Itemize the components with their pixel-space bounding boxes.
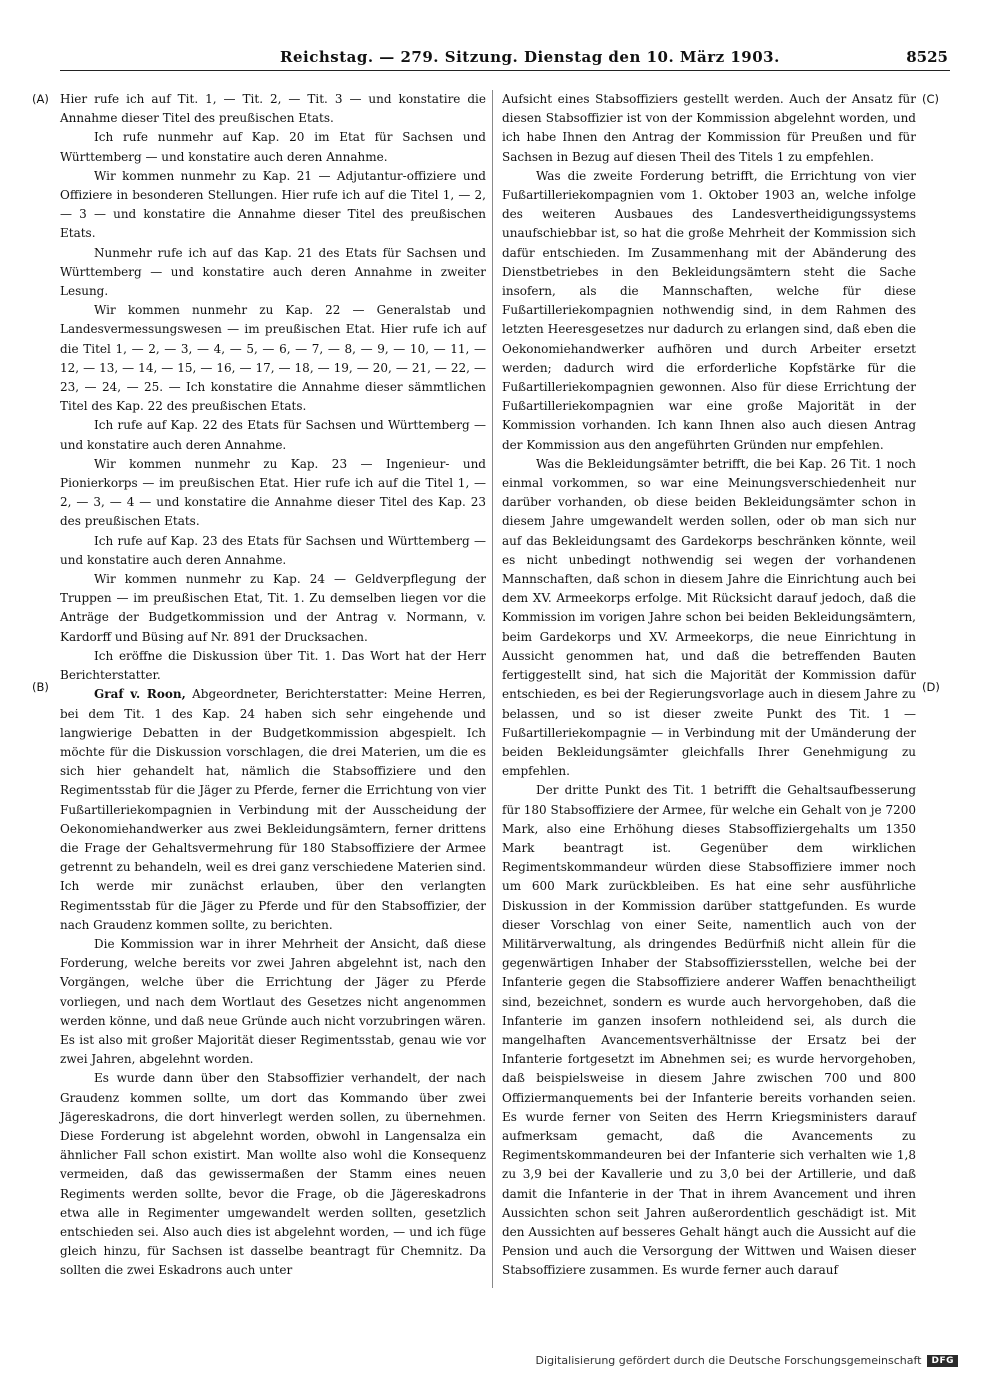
paragraph: Der dritte Punkt des Tit. 1 betrifft die Gehaltsaufbesserung für 180 Stabsoffiziere der Armee, für welche ein Gehalt von je 7200 Mark, also eine Erhöhung dieses Stabsoffiziergehalts um 1350 Mark beantragt ist. Gegenüber dem wirklichen Regimentskommandeur würden diese Stabsoffiziere immer noch um 600 Mark zurückbleiben. Es hat eine sehr ausführliche Diskussion in der Kommission darüber stattgefunden. Es wurde dieser Vorschlag von einer Seite, namentlich auch von der Militärverwaltung, als dringendes Bedürfniß nicht allein für die gegenwärtigen Inhaber der Stabsoffiziersstellen, welche bei der Infanterie gegen die Stabsoffiziere anderer Waffen benachtheiligt sind, bezeichnet, sondern es wurde auch hervorgehoben, daß die Infanterie im ganzen insofern nothleidend sei, als durch die mangelhaften Avancementsverhältnisse der Ersatz bei der Infanterie fortgesetzt im Abnehmen sei; es wurde hervorgehoben, daß beispielsweise in diesem Jahre zwischen 700 und 800 Offiziermanquements bei der Infanterie bereits vorhanden seien. Es wurde ferner von Seiten des Herrn Kriegsministers darauf aufmerksam gemacht, daß die Avancements zu Regimentskommandeuren bei der Infanterie sich verhalten wie 1,8 zu 3,9 bei der Kavallerie und zu 3,0 bei der Artillerie, und daß damit die Infanterie in der That in ihrem Avancement und ihren Aussichten schon seit Jahren außerordentlich geschädigt ist. Mit den Aussichten auf besseres Gehalt hängt auch die Aussicht auf die Pension und auch die Versorgung der Wittwen und Waisen dieser Stabsoffiziere zusammen. Es wurde ferner auch darauf [502,783,916,1278]
paragraph: Wir kommen nunmehr zu Kap. 22 — Generalstab und Landesvermessungswesen — im preußischen Etat. Hier rufe ich auf die Titel 1, — 2, — 3, — 4, — 5, — 6, — 7, — 8, — 9, — 10, — 11, — 12, — 13, — 14, — 15, — 16, — 17, — 18, — 19, — 20, — 21, — 22, — 23, — 24, — 25. — Ich konstatire die Annahme dieser sämmtlichen Titel des Kap. 22 des preußischen Etats. [60,303,486,414]
page-number: 8525 [906,48,948,66]
page-header [60,44,948,68]
paragraph: Die Kommission war in ihrer Mehrheit der Ansicht, daß diese Forderung, welche bereits vor zwei Jahren abgelehnt ist, nach den Vorgängen, welche über die Errichtung der Jäger zu Pferde vorliegen, und nach dem Wortlaut des Gesetzes nicht angenommen werden könne, und daß neue Gründe auch nicht vorzubringen wären. Es ist also mit großer Majorität dieser Regimentsstab, genau wie vor zwei Jahren, abgelehnt worden. [60,936,486,1067]
header-rule [60,70,950,71]
paragraph: Ich eröffne die Diskussion über Tit. 1. Das Wort hat der Herr Berichterstatter. [60,648,486,683]
paragraph: Wir kommen nunmehr zu Kap. 23 — Ingenieur- und Pionierkorps — im preußischen Etat. Hier rufe ich auf die Titel 1, — 2, — 3, — 4 — und konstatire die Annahme dieser Titel des Kap. 23 des preußischen Etats. [60,456,486,529]
column-divider [492,90,493,1288]
margin-marker-c: (C) [922,92,940,106]
paragraph: Ich rufe auf Kap. 22 des Etats für Sachsen und Württemberg — und konstatire auch deren Annahme. [60,418,486,452]
paragraph: Hier rufe ich auf Tit. 1, — Tit. 2, — Tit. 3 — und konstatire die Annahme dieser Titel des preußischen Etats. [60,92,486,126]
speaker-name: Graf v. Roon, [94,687,186,702]
margin-marker-b: (B) [32,680,49,694]
paragraph: Nunmehr rufe ich auf das Kap. 21 des Etats für Sachsen und Württemberg — und konstatire auch deren Annahme in zweiter Lesung. [60,245,486,299]
dfg-logo: DFG [927,1355,958,1367]
paragraph: Wir kommen nunmehr zu Kap. 21 — Adjutantur-offiziere und Offiziere in besonderen Stellungen. Hier rufe ich auf die Titel 1, — 2, — 3 — und konstatire die Annahme dieser Titel des preußischen Etats. [60,168,486,241]
paragraph: Aufsicht eines Stabsoffiziers gestellt werden. Auch der Ansatz für diesen Stabsoffizier ist von der Kommission abgelehnt worden, und ich habe Ihnen den Antrag der Kommission für Preußen und für Sachsen in Bezug auf diesen Theil des Titels 1 zu empfehlen. [502,92,916,164]
paragraph: Wir kommen nunmehr zu Kap. 24 — Geldverpflegung der Truppen — im preußischen Etat, Tit. 1. Zu demselben liegen vor die Anträge der Budgetkommission und der Antrag v. Normann, v. Kardorff und Büsing auf Nr. 891 der Drucksachen. [60,572,486,644]
page-title: Reichstag. — 279. Sitzung. Dienstag den 10. März 1903. [280,48,780,66]
footer-text: Digitalisierung gefördert durch die Deutsche Forschungsgemeinschaft [535,1354,922,1367]
paragraph: Was die Bekleidungsämter betrifft, die bei Kap. 26 Tit. 1 noch einmal vorkommen, so war eine Meinungsverschiedenheit nur darüber vorhanden, ob diese beiden Bekleidungsämter schon in diesem Jahre umgewandelt werden sollen, oder ob man sich nur auf das Bekleidungsamt des Gardekorps beschränken könnte, weil es nicht unbedingt nothwendig sei wegen der vorhandenen Mannschaften, daß schon in diesem Jahre die Einrichtung auch bei dem XV. Armeekorps erfolge. Mit Rücksicht darauf jedoch, daß die Kommission im vorigen Jahre schon bei beiden Bekleidungsämtern, beim Gardekorps und XV. Armeekorps, die neue Einrichtung in Aussicht genommen hat, und daß die betreffenden Bauten fertiggestellt sind, hat sich die Majorität der Kommission dafür entschieden, es bei der Regierungsvorlage auch in diesem Jahre zu belassen, und so ist dieser zweite Punkt des Tit. 1 — Fußartilleriekompagnie — in Verbindung mit der Umänderung der beiden Bekleidungsämter gleichfalls Ihrer Genehmigung zu empfehlen. [502,456,916,779]
right-column [502,90,916,1281]
paragraph: Ich rufe auf Kap. 23 des Etats für Sachsen und Württemberg — und konstatire auch deren Annahme. [60,533,486,567]
margin-marker-d: (D) [922,680,940,694]
margin-marker-a: (A) [32,92,49,106]
speaker-text: Abgeordneter, Berichterstatter: Meine Herren, bei dem Tit. 1 des Kap. 24 haben sich sehr eingehende und langwierige Debatten in der Budgetkommission abgespielt. Ich möchte für die Diskussion vorschlagen, die drei Materien, um die es sich hier gehandelt hat, nämlich die Stabsoffiziere und den Regimentsstab für die Jäger zu Pferde, ferner die Errichtung von vier Fußartilleriekompagnien in Verbindung mit der Ausscheidung der Oekonomiehandwerker aus zwei Bekleidungsämtern, ferner drittens die Frage der Gehaltsvermehrung für 180 Stabsoffiziere der Armee getrennt zu behandeln, weil es drei ganz verschiedene Materien sind. Ich werde mir zunächst erlauben, über den verlangten Regimentsstab für die Jäger zu Pferde und für den Stabsoffizier, der nach Graudenz kommen sollte, zu berichten. [60,687,486,932]
speaker-paragraph [60,685,486,935]
paragraph: Ich rufe nunmehr auf Kap. 20 im Etat für Sachsen und Württemberg — und konstatire auch deren Annahme. [60,130,486,164]
paragraph: Es wurde dann über den Stabsoffizier verhandelt, der nach Graudenz kommen sollte, um dort das Kommando über zwei Jägereskadrons, die dort hinverlegt werden sollen, zu übernehmen. Diese Forderung ist abgelehnt worden, obwohl in Langensalza ein ähnlicher Fall schon existirt. Man wollte also wohl die Konsequenz vermeiden, daß das gewissermaßen der Stamm eines neuen Regiments werden sollte, bevor die Frage, ob die Jägereskadrons etwa alle in Regimenter umgewandelt werden sollten, gesetzlich entschieden sei. Also auch dies ist abgelehnt worden, — und ich füge gleich hinzu, für Sachsen ist dasselbe beantragt für Chemnitz. Da sollten die zwei Eskadrons auch unter [60,1071,486,1278]
footer [536,1354,958,1367]
paragraph: Was die zweite Forderung betrifft, die Errichtung von vier Fußartilleriekompagnien vom 1. Oktober 1903 an, welche infolge des weiteren Ausbaues des Landesvertheidigungssystems unaufschiebbar ist, so hat die große Mehrheit der Kommission sich dafür entschieden. Im Zusammenhang mit der Abänderung des Dienstbetriebes in den Bekleidungsämtern steht die Sache insofern, als die Mannschaften, welche für diese Fußartilleriekompagnien nothwendig sind, in dem Rahmen des letzten Heeresgesetzes nur dadurch zu erlangen sind, daß eben die Oekonomiehandwerker aufhören und durch Arbeiter ersetzt werden; dadurch wird die erforderliche Kopfstärke für die Fußartilleriekompagnien gewonnen. Also für diese Errichtung der Fußartilleriekompagnien war eine große Majorität in der Kommission vorhanden. Ich kann Ihnen also auch diesen Antrag der Kommission aus den angeführten Gründen nur empfehlen. [502,168,916,452]
left-column [60,90,486,1281]
